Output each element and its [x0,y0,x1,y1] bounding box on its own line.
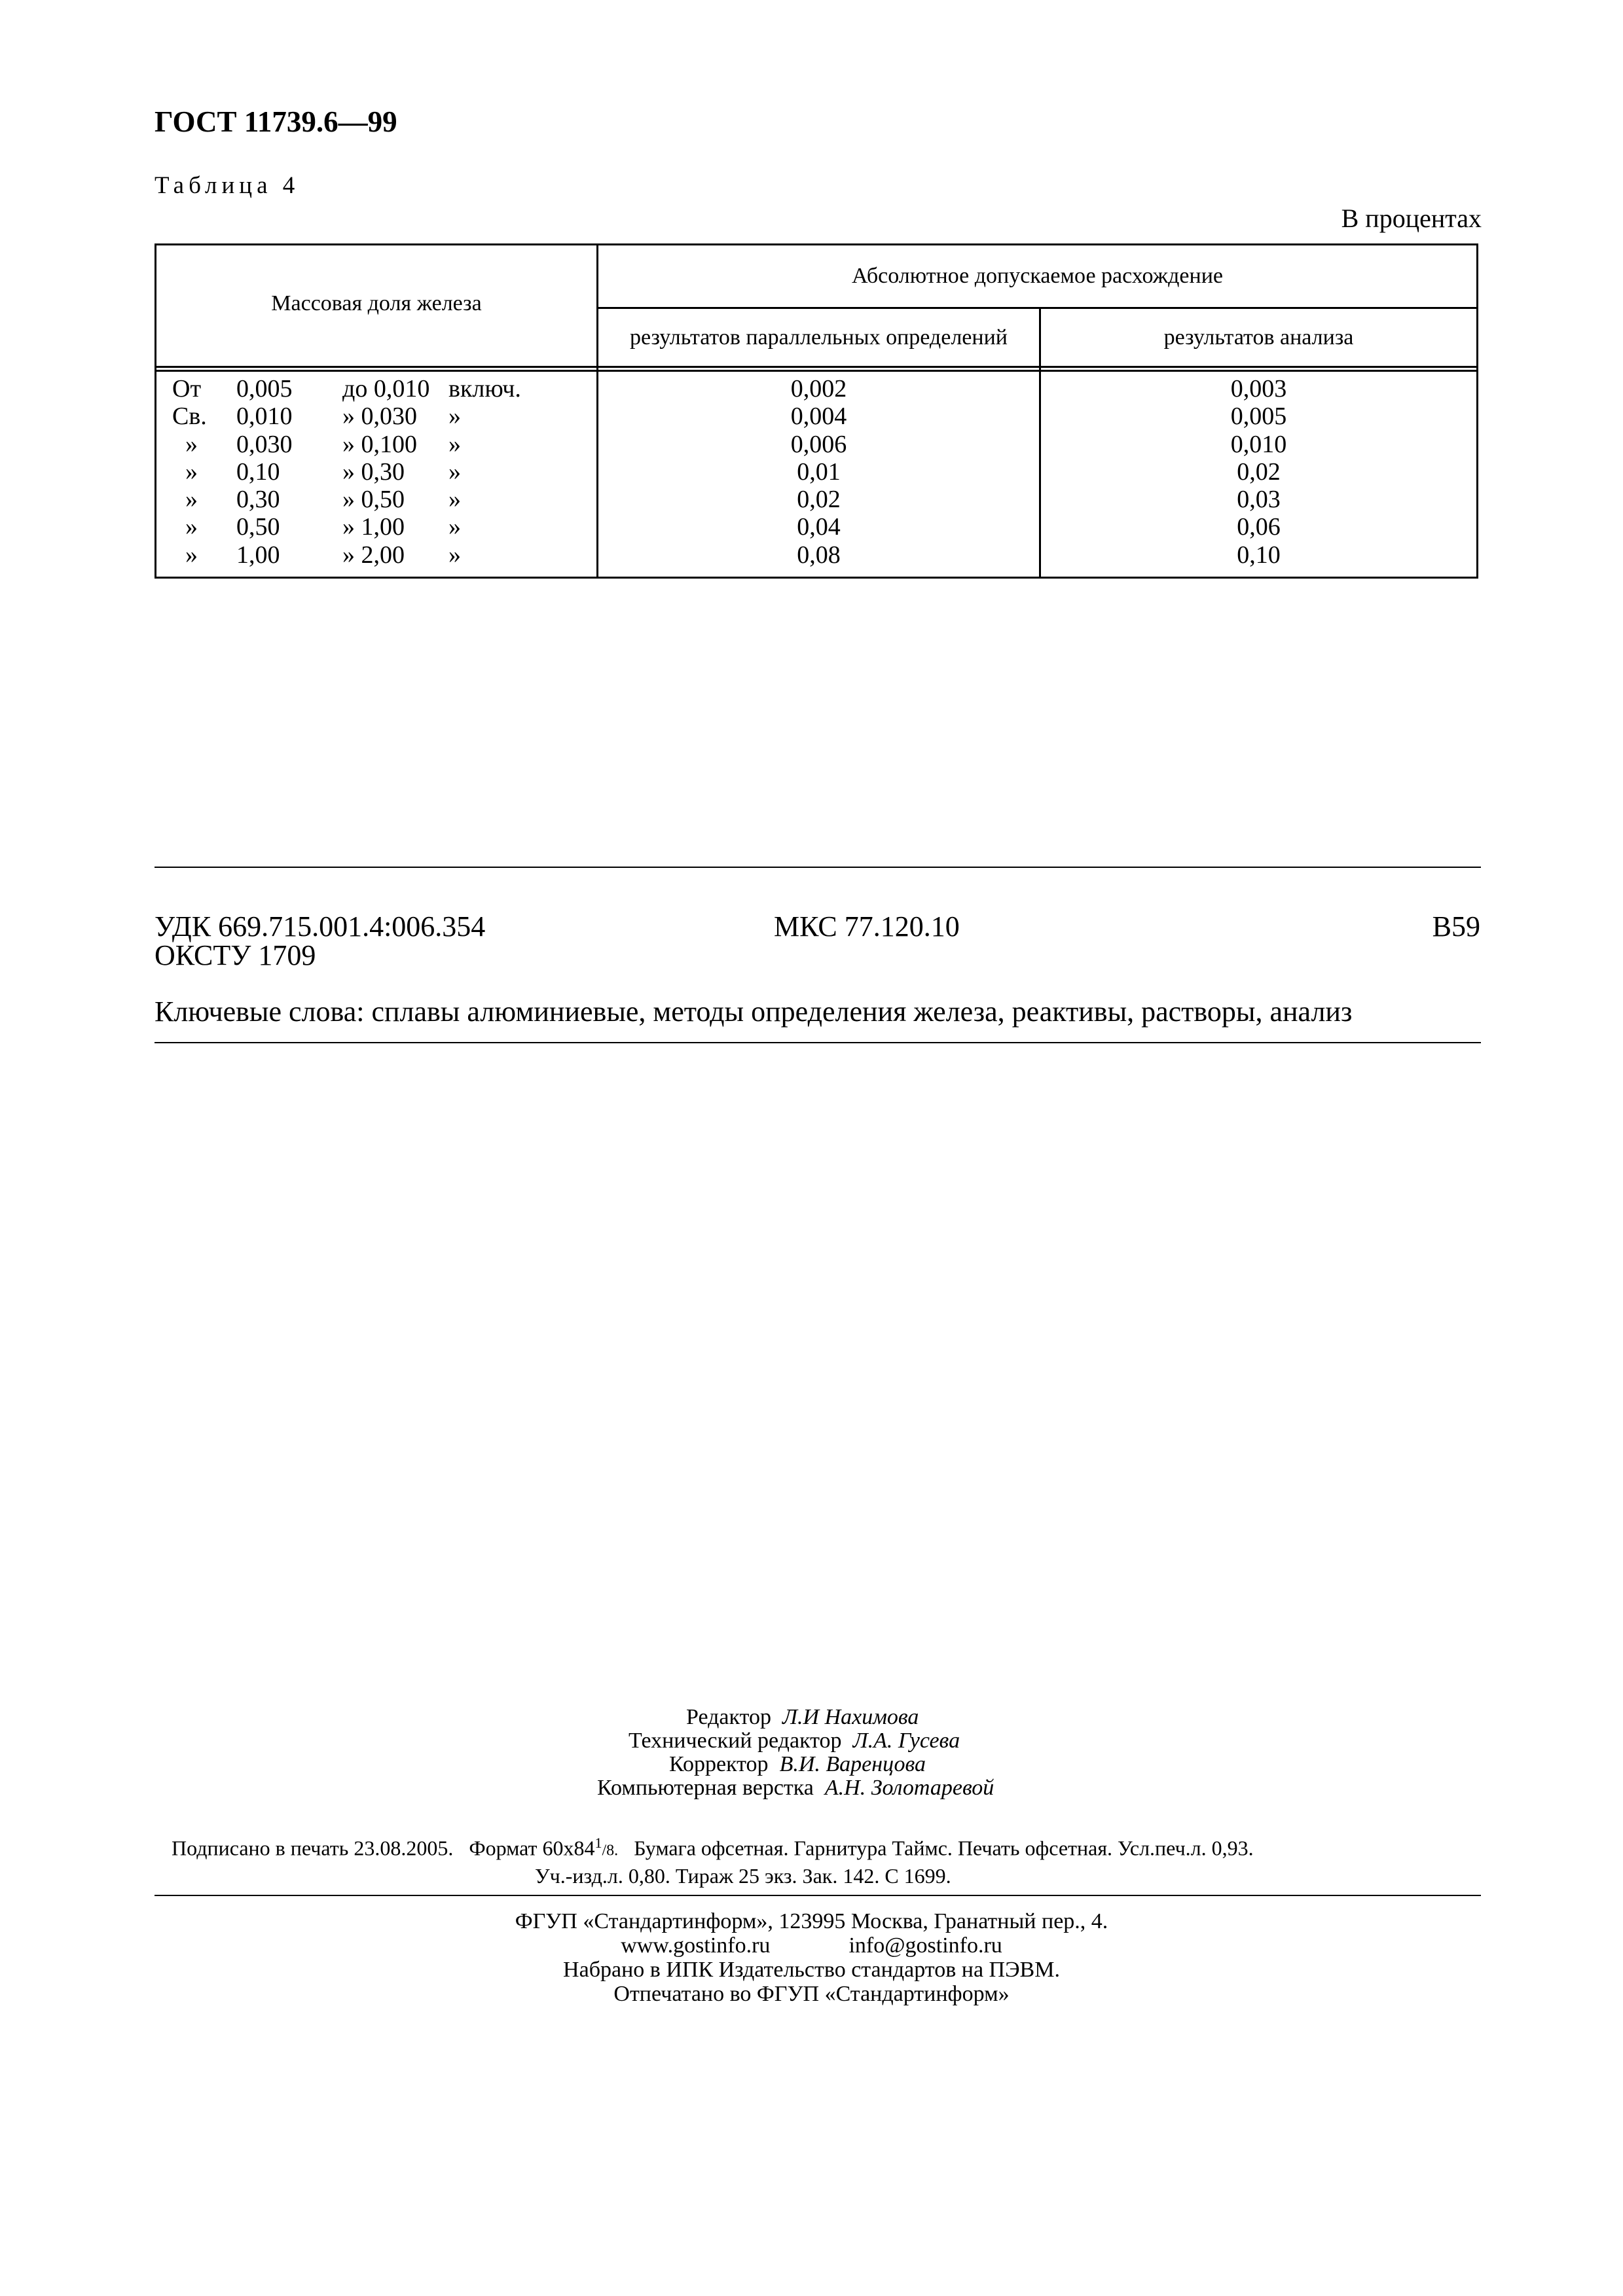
table-cell-parallel: 0,02 [797,486,841,514]
table-row-range: » 1,00 » 2,00 » [185,541,461,569]
imprint-line-1: Подписано в печать 23.08.2005. Формат $60х84^1/8$. Бумага офсетная. Гарнитура Таймс. Печать офсетная. Усл.печ.л. 0,93. [172,1835,1254,1860]
mks-code: МКС 77.120.10 [774,910,960,942]
header-iron-fraction: Массовая доля железа [271,291,482,315]
table-cell-analysis: 0,02 [1237,457,1281,486]
table-divider [156,370,1476,372]
table-row-range: » 0,10 » 0,30 » [185,457,461,486]
publisher-address: ФГУП «Стандартинформ», 123995 Москва, Гранатный пер., 4. [515,1909,1108,1933]
table-cell-parallel: 0,004 [790,403,847,431]
group-code: В59 [1432,910,1480,942]
table-row-range: От 0,005 до 0,010 включ. [172,375,521,403]
credit-proofreader: Корректор В.И. Варенцова [669,1752,926,1776]
publisher-email: info@gostinfo.ru [848,1933,1002,1958]
table-cell-parallel: 0,01 [797,457,841,486]
units-note: В процентах [1341,204,1482,233]
iron-tolerance-table [155,243,1478,579]
credits-block [0,1706,1623,1800]
table-cell-analysis: 0,010 [1230,430,1287,458]
table-cell-parallel: 0,002 [790,375,847,403]
table-cell-analysis: 0,005 [1230,403,1287,431]
document-id: ГОСТ 11739.6—99 [155,105,397,138]
credit-editor: Редактор Л.И Нахимова [686,1705,919,1729]
table-cell-analysis: 0,06 [1237,513,1281,541]
header-analysis-results: результатов анализа [1163,325,1354,350]
credit-layout: Компьютерная верстка А.Н. Золотаревой [597,1776,994,1800]
table-divider [596,307,1476,309]
table-row-range: Св. 0,010 » 0,030 » [172,403,461,431]
imprint-block [172,1831,1254,1888]
publisher-printed-note: Отпечатано во ФГУП «Стандартинформ» [613,1982,1010,2006]
table-row-range: » 0,30 » 0,50 » [185,486,461,514]
publisher-block [0,1909,1623,2006]
okstu-code: ОКСТУ 1709 [155,939,316,971]
analysis-results-column [1041,375,1476,569]
table-cell-analysis: 0,10 [1237,541,1281,569]
table-cell-analysis: 0,003 [1230,375,1287,403]
imprint-line-2: Уч.-изд.л. 0,80. Тираж 25 экз. Зак. 142. С 1699. [535,1863,951,1888]
credit-tech-editor: Технический редактор Л.А. Гусева [629,1729,960,1753]
keywords-line: Ключевые слова: сплавы алюминиевые, методы определения железа, реактивы, растворы, анализ [155,996,1353,1028]
separator-rule [155,867,1481,868]
table-row-range: » 0,030 » 0,100 » [185,430,461,458]
table-cell-parallel: 0,006 [790,430,847,458]
publisher-contacts [0,1933,1623,1958]
publisher-website: www.gostinfo.ru [621,1933,771,1958]
table-divider [156,366,1476,368]
udk-code: УДК 669.715.001.4:006.354 [155,910,486,942]
publisher-typeset-note: Набрано в ИПК Издательство стандартов на ПЭВМ. [563,1958,1060,1982]
parallel-results-column [598,375,1039,569]
header-absolute-discrepancy: Абсолютное допускаемое расхождение [852,264,1223,288]
table-cell-parallel: 0,08 [797,541,841,569]
header-parallel-results: результатов параллельных определений [630,325,1008,350]
table-caption: Таблица 4 [155,172,300,199]
table-cell-analysis: 0,03 [1237,486,1281,514]
table-row-range: » 0,50 » 1,00 » [185,513,461,541]
table-cell-parallel: 0,04 [797,513,841,541]
iron-fraction-column [172,375,591,569]
separator-rule [155,1895,1481,1896]
separator-rule [155,1042,1481,1043]
